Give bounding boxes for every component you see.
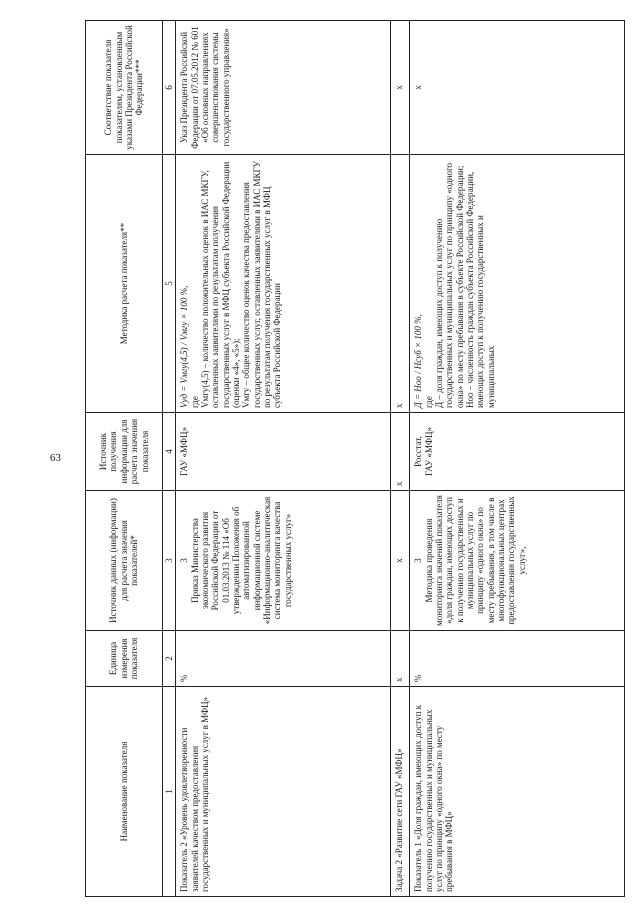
column-number: 3 — [163, 491, 176, 631]
column-header: Соответствие показателя показателям, установленным указами Президента Российской Федерации*** — [86, 21, 163, 155]
indicator-source: 3 Методика проведения мониторинга значений показателя «доля граждан, имеющих доступ к получению государственных и муниципальных услуг по принципу «одного окна» по месту пребывания, в том числе в многофункциональных центрах предоставления государственных услуг», — [410, 491, 625, 631]
task-row — [391, 21, 410, 897]
indicator-method-cell — [410, 155, 625, 413]
column-header: Единица измерения показателя — [86, 631, 163, 687]
column-number: 2 — [163, 631, 176, 687]
table-row — [410, 21, 625, 897]
task-cell: x — [391, 21, 410, 155]
indicators-table — [85, 20, 625, 897]
indicator-method-cell — [176, 155, 391, 413]
indicator-name: Показатель 1 «Доля граждан, имеющих доступ к получению государственных и муниципальных услуг по принципу «одного окна» по месту пребывания в МФЦ» — [410, 687, 625, 897]
column-header: Наименование показателя — [86, 687, 163, 897]
column-number: 5 — [163, 155, 176, 413]
indicator-origin: ГАУ «МФЦ» — [176, 413, 391, 491]
column-number: 6 — [163, 21, 176, 155]
indicator-unit: % — [410, 631, 625, 687]
indicator-name: Показатель 2 «Уровень удовлетворенности заявителей качеством предоставления государственных и муниципальных услуг в МФЦ» — [176, 687, 391, 897]
table-header-row — [86, 21, 163, 897]
column-number-row — [163, 21, 176, 897]
indicator-method: где Д – доля граждан, имеющих доступ к получению государственных и муниципальных услуг по принципу «одного окна» по месту пребывания в субъекте Российской Федерации; Ноо – численность граждан субъекта Российской Федерации, имеющих доступ к получению государственных и муниципальных — [423, 163, 496, 408]
indicator-formula: Д = Ноо / Нсуб × 100 %, — [413, 314, 424, 408]
indicator-source: 3 Приказ Министерства экономического развития Российской Федерации от 01.03.2013 № 114 «Об утверждении Положения об автоматизированной информационной системе «Информационно-аналитическая система мониторинга качества государственных услуг» — [176, 491, 391, 631]
task-cell: x — [391, 155, 410, 413]
task-name: Задача 2 «Развитие сети ГАУ «МФЦ» — [391, 687, 410, 897]
column-header: Источник получения информации для расчета значения показателя — [86, 413, 163, 491]
column-header: Методика расчета показателя** — [86, 155, 163, 413]
indicator-decree: Указ Президента Российской Федерации от 07.05.2012 № 601 «Об основных направлениях совершенствования системы государственного управления» — [176, 21, 391, 155]
column-header: Источник данных (информации) для расчета значения показателей* — [86, 491, 163, 631]
column-number: 4 — [163, 413, 176, 491]
indicator-method: где Vмгу(4,5) – количество положительных оценок в ИАС МКГУ, оставленных заявителями по результатам получения государственных услуг в МФЦ субъекта Российской Федерации (оценки «4», «5»); Vмгу – общее количество оценок качества предоставления государственных услуг, оставленных заявителями в ИАС МКГУ по результатам получения государственных услуг в МФЦ субъекта Российской Федерации — [189, 160, 283, 408]
indicator-unit: % — [176, 631, 391, 687]
task-cell: x — [391, 491, 410, 631]
page-number: 63 — [50, 452, 61, 464]
column-number: 1 — [163, 687, 176, 897]
indicator-decree: x — [410, 21, 625, 155]
table-row — [176, 21, 391, 897]
indicator-formula: Vуд = Vмгу(4,5) / Vмгу × 100 %, — [179, 285, 190, 408]
task-cell: x — [391, 631, 410, 687]
indicator-origin: Росстат, ГАУ «МФЦ» — [410, 413, 625, 491]
task-cell: x — [391, 413, 410, 491]
